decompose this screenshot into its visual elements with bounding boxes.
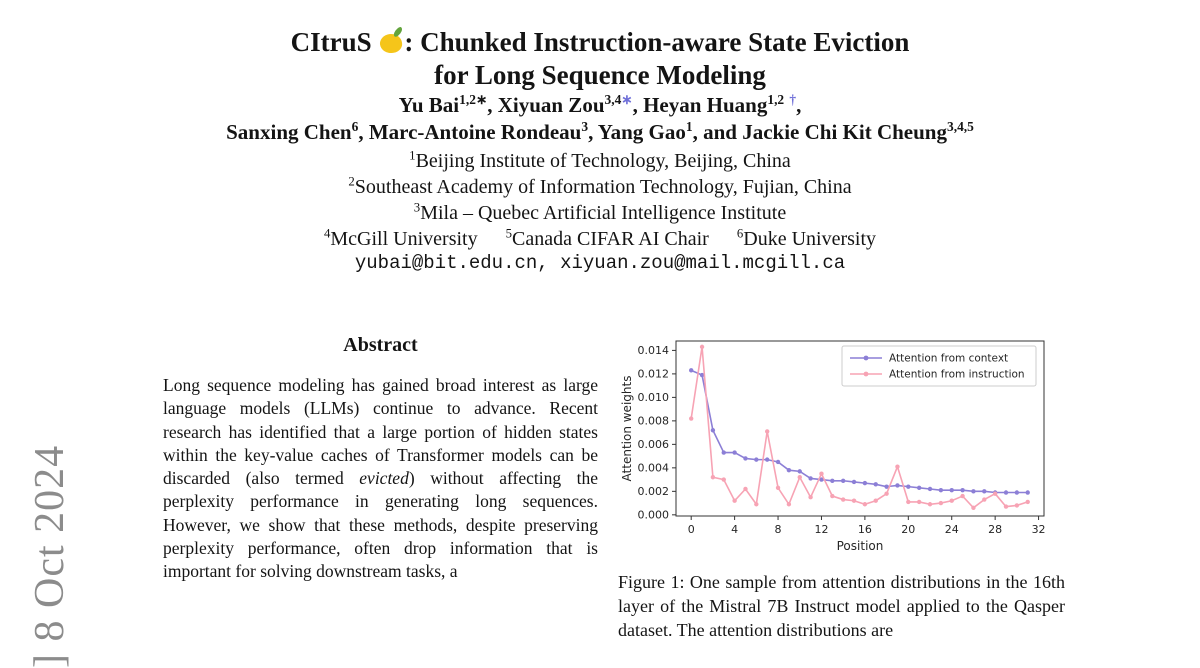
affiliation-line-2: $^2$Southeast Academy of Information Technology, Fujian, China xyxy=(348,174,852,198)
svg-text:4: 4 xyxy=(731,523,739,536)
svg-text:20: 20 xyxy=(901,523,916,536)
attention-line-chart xyxy=(618,320,1065,563)
arxiv-watermark: ] 8 Oct 2024 xyxy=(27,444,73,668)
svg-text:0.004: 0.004 xyxy=(637,461,669,475)
chart-svg xyxy=(618,320,1065,558)
paper-title-line1 xyxy=(0,26,1200,59)
affiliations xyxy=(0,148,1200,252)
paper-title-line2: for Long Sequence Modeling xyxy=(434,60,766,90)
svg-text:Attention from instruction: Attention from instruction xyxy=(889,368,1025,381)
svg-text:8: 8 xyxy=(774,523,782,536)
paper-title-part2: : Chunked Instruction-aware State Eviction xyxy=(404,27,910,57)
svg-text:32: 32 xyxy=(1031,523,1046,536)
paper-title xyxy=(0,26,1200,92)
svg-text:24: 24 xyxy=(944,523,959,536)
svg-text:28: 28 xyxy=(988,523,1003,536)
lemon-emoji xyxy=(379,33,403,55)
affiliation-line-3: $^3$Mila – Quebec Artificial Intelligence Institute xyxy=(413,200,787,224)
svg-text:0.014: 0.014 xyxy=(637,343,669,357)
figure-1 xyxy=(618,320,1065,563)
svg-text:0: 0 xyxy=(687,523,695,536)
author-line-2: Sanxing Chen$^6$, Marc-Antoine Rondeau$^3$, Yang Gao$^1$, and Jackie Chi Kit Cheung$^{3,4,5}$ xyxy=(226,119,974,144)
svg-text:0.012: 0.012 xyxy=(637,367,669,381)
affiliation-line-4: $^4$McGill University $^5$Canada CIFAR AI Chair $^6$Duke University xyxy=(323,226,877,250)
paper-title-part1: CItruS xyxy=(290,27,379,57)
svg-text:0.006: 0.006 xyxy=(637,437,669,451)
svg-text:Attention from context: Attention from context xyxy=(889,352,1009,365)
svg-text:0.000: 0.000 xyxy=(637,508,669,522)
svg-text:Position: Position xyxy=(836,539,884,553)
author-line-1: Yu Bai$^{1,2∗}$, Xiyuan Zou$^{3,4∗}$, Heyan Huang$^{1,2}$ †, xyxy=(398,92,802,117)
author-list xyxy=(0,92,1200,146)
svg-text:0.002: 0.002 xyxy=(637,484,669,498)
figure-1-caption: Figure 1: One sample from attention distributions in the 16th layer of the Mistral 7B Instruct model applied to the Qasper dataset. The attention distributions are xyxy=(618,572,1065,640)
affiliation-line-1: $^1$Beijing Institute of Technology, Beijing, China xyxy=(409,148,791,172)
svg-text:16: 16 xyxy=(857,523,872,536)
svg-text:12: 12 xyxy=(814,523,829,536)
abstract-text: Long sequence modeling has gained broad interest as large language models (LLMs) continue to advance. Recent research has identified that a large portion of hidden states within the key-value caches of Transformer models can be discarded (also termed evicted) without affecting the perplexity performance in generating long sequences. However, we show that these methods, despite preserving perplexity performance, often drop information that is important for solving downstream tasks, a xyxy=(163,375,598,582)
svg-text:0.008: 0.008 xyxy=(637,414,669,428)
abstract-heading: Abstract xyxy=(343,334,418,356)
svg-text:0.010: 0.010 xyxy=(637,390,669,404)
author-emails: yubai@bit.edu.cn, xiyuan.zou@mail.mcgill.ca xyxy=(354,252,846,274)
svg-text:Attention weights: Attention weights xyxy=(620,375,634,482)
